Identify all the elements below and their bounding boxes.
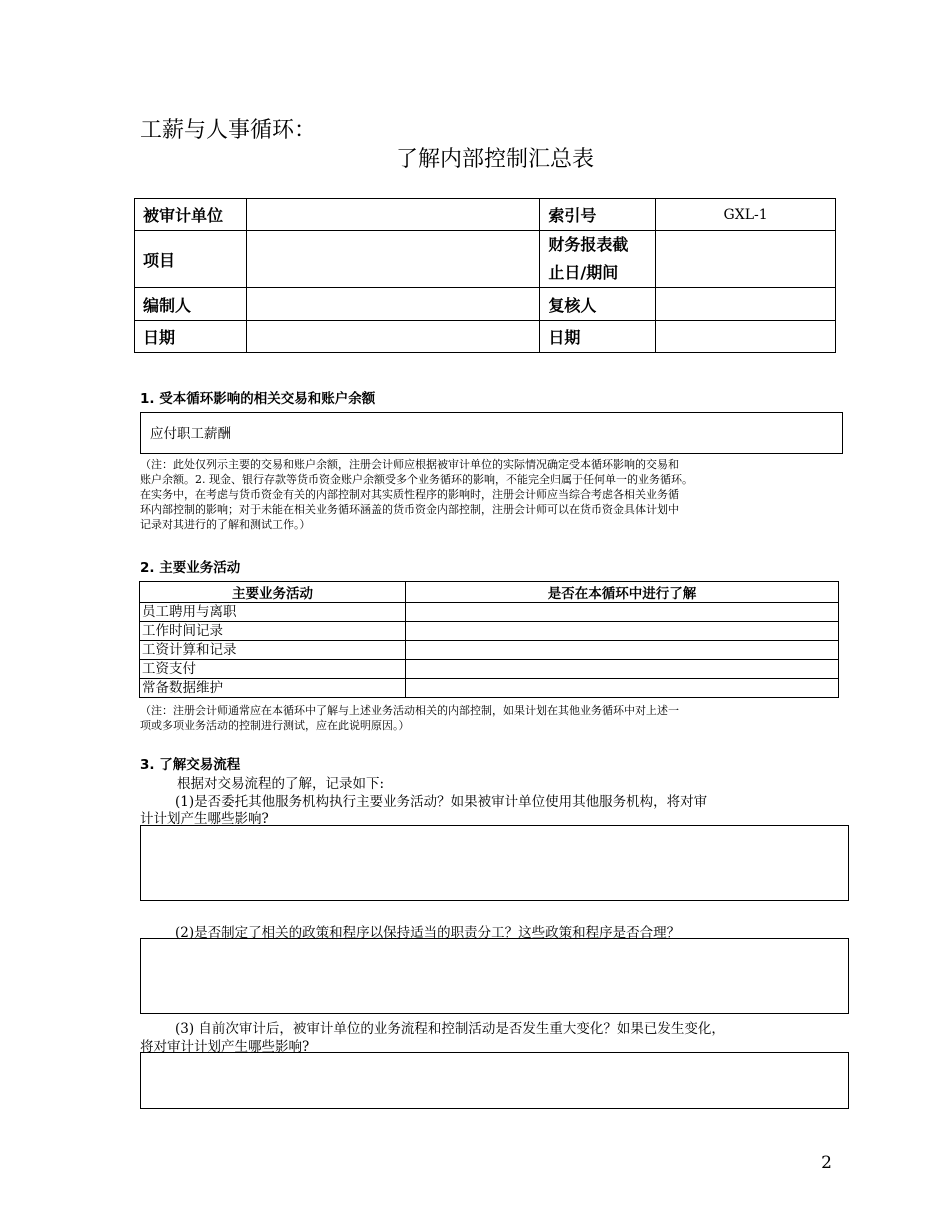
period-label bbox=[540, 231, 656, 288]
answer-box-1[interactable] bbox=[140, 825, 849, 901]
section2-note-line: 项或多项业务活动的控制进行测试，应在此说明原因。） bbox=[140, 719, 410, 732]
item-value[interactable] bbox=[246, 231, 540, 288]
table-row bbox=[140, 679, 839, 698]
section1-box[interactable] bbox=[140, 412, 843, 454]
preparer-value[interactable] bbox=[246, 288, 540, 321]
understood-col-header: 是否在本循环中进行了解 bbox=[406, 582, 839, 603]
item-label: 项目 bbox=[135, 231, 247, 288]
question-1-line-2: 计计划产生哪些影响? bbox=[140, 811, 269, 827]
table-row bbox=[140, 641, 839, 660]
section1-note bbox=[140, 457, 840, 532]
index-label: 索引号 bbox=[540, 199, 656, 231]
index-value[interactable]: GXL-1 bbox=[656, 199, 836, 231]
understood-cell[interactable] bbox=[406, 679, 839, 698]
section3-heading: 3. 了解交易流程 bbox=[140, 757, 241, 773]
section1-box-text: 应付职工薪酬 bbox=[150, 426, 231, 442]
understood-cell[interactable] bbox=[406, 660, 839, 679]
date-value-right[interactable] bbox=[656, 321, 836, 353]
section1-note-line: 账户余额。2. 现金、银行存款等货币资金账户余额受多个业务循环的影响，不能完全归属于任何单一的业务循环。 bbox=[140, 473, 693, 486]
understood-cell[interactable] bbox=[406, 603, 839, 622]
info-table bbox=[134, 198, 836, 353]
table-row bbox=[140, 622, 839, 641]
section1-note-line: 在实务中，在考虑与货币资金有关的内部控制对其实质性程序的影响时，注册会计师应当综合考虑各相关业务循 bbox=[140, 488, 679, 501]
question-3-line-2: 将对审计计划产生哪些影响? bbox=[140, 1039, 310, 1055]
page-number: 2 bbox=[821, 1153, 832, 1173]
activity-name: 工资计算和记录 bbox=[140, 641, 406, 660]
answer-box-2[interactable] bbox=[140, 938, 849, 1014]
activity-col-header: 主要业务活动 bbox=[140, 582, 406, 603]
activity-name: 常备数据维护 bbox=[140, 679, 406, 698]
section2-note bbox=[140, 703, 840, 733]
period-value[interactable] bbox=[656, 231, 836, 288]
answer-box-3[interactable] bbox=[140, 1052, 849, 1109]
section1-note-line: 环内部控制的影响；对于未能在相关业务循环涵盖的货币资金内部控制，注册会计师可以在货币资金具体计划中 bbox=[140, 503, 679, 516]
title-line-2: 了解内部控制汇总表 bbox=[396, 147, 595, 172]
question-3-line-1: (3) 自前次审计后，被审计单位的业务流程和控制活动是否发生重大变化？如果已发生变化， bbox=[175, 1021, 725, 1037]
section2-heading: 2. 主要业务活动 bbox=[140, 560, 241, 576]
auditee-label: 被审计单位 bbox=[135, 199, 247, 231]
understood-cell[interactable] bbox=[406, 641, 839, 660]
table-row bbox=[140, 660, 839, 679]
reviewer-value[interactable] bbox=[656, 288, 836, 321]
activity-name: 工资支付 bbox=[140, 660, 406, 679]
preparer-label: 编制人 bbox=[135, 288, 247, 321]
section1-note-line: 记录对其进行的了解和测试工作。） bbox=[140, 518, 311, 531]
activity-table bbox=[139, 581, 839, 698]
reviewer-label: 复核人 bbox=[540, 288, 656, 321]
activity-name: 员工聘用与离职 bbox=[140, 603, 406, 622]
understood-cell[interactable] bbox=[406, 622, 839, 641]
section1-heading: 1. 受本循环影响的相关交易和账户余额 bbox=[140, 391, 376, 407]
auditee-value[interactable] bbox=[246, 199, 540, 231]
title-line-1: 工薪与人事循环： bbox=[140, 118, 317, 143]
date-label-right: 日期 bbox=[540, 321, 656, 353]
section1-note-line: （注：此处仅列示主要的交易和账户余额，注册会计师应根据被审计单位的实际情况确定受本循环影响的交易和 bbox=[140, 458, 679, 471]
section3-intro: 根据对交易流程的了解，记录如下: bbox=[177, 776, 385, 792]
question-1-line-1: (1)是否委托其他服务机构执行主要业务活动？如果被审计单位使用其他服务机构，将对审 bbox=[175, 794, 708, 810]
period-label-line-1: 财务报表截 bbox=[548, 235, 629, 254]
period-label-line-2: 止日/期间 bbox=[548, 263, 619, 282]
section2-note-line: （注：注册会计师通常应在本循环中了解与上述业务活动相关的内部控制，如果计划在其他业务循环中对上述一 bbox=[140, 704, 679, 717]
question-2-line-1: (2)是否制定了相关的政策和程序以保持适当的职责分工？这些政策和程序是否合理？ bbox=[175, 925, 681, 941]
date-value-left[interactable] bbox=[246, 321, 540, 353]
date-label-left: 日期 bbox=[135, 321, 247, 353]
table-row bbox=[140, 603, 839, 622]
activity-name: 工作时间记录 bbox=[140, 622, 406, 641]
